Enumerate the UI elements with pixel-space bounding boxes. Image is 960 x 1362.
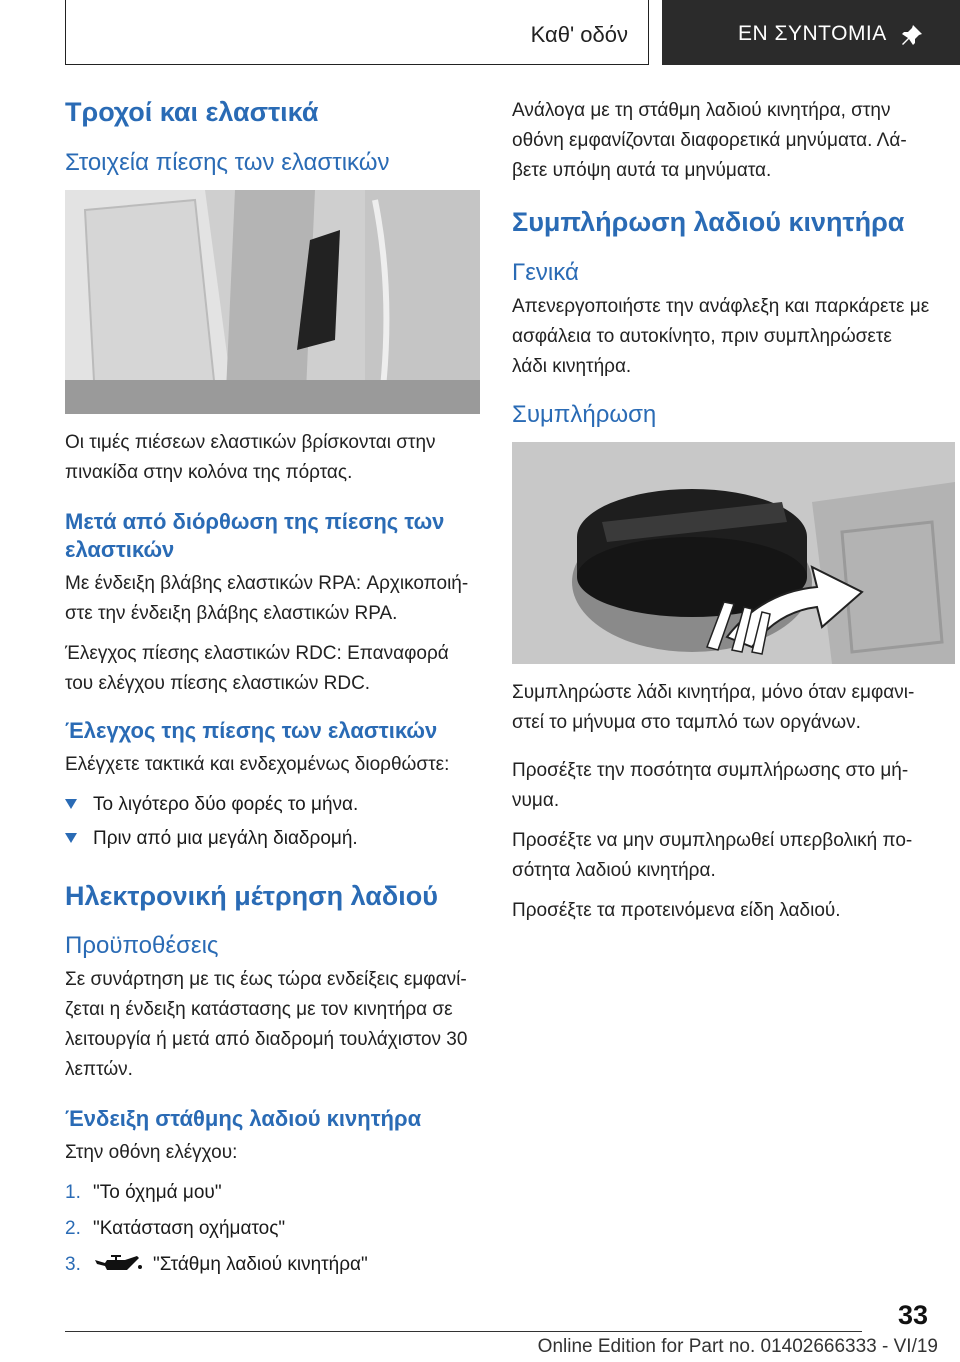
heading-after-correction: Μετά από διόρθωση της πίεσης των ελαστικών — [65, 508, 445, 563]
header-tabs — [65, 0, 960, 65]
oil-level-text: Στην οθόνη ελέγχου: — [65, 1141, 238, 1163]
refill-text-2: Προσέξτε την ποσότητα συμπλήρωσης στο μήνυμα. — [512, 759, 909, 811]
rdc-text: Έλεγχος πίεσης ελαστικών RDC: Επαναφορά του ελέγχου πίεσης ελαστικών RDC. — [65, 642, 449, 694]
list-item: Πριν από μια μεγάλη διαδρομή. — [65, 824, 481, 854]
heading-electronic-oil: Ηλεκτρονική μέτρηση λαδιού — [65, 880, 438, 911]
door-pillar-illustration — [65, 190, 480, 414]
heading-tire-pressure-data: Στοιχεία πίεσης των ελαστικών — [65, 148, 390, 176]
refill-text-3: Προσέξτε να μην συμπληρωθεί υπερβολική ποσότητα λαδιού κινητήρα. — [512, 829, 913, 881]
check-bullet-list — [65, 790, 481, 854]
heading-refill: Συμπλήρωση — [512, 400, 657, 428]
heading-oil-level-display: Ένδειξη στάθμης λαδιού κινητήρα — [65, 1106, 422, 1132]
rpa-text: Με ένδειξη βλάβης ελαστικών RPA: Αρχικοποιήστε την ένδειξη βλάβης ελαστικών RPA. — [65, 572, 469, 624]
oil-cap-photo — [512, 442, 955, 664]
tab-at-a-glance-label: ΕΝ ΣΥΝΤΟΜΙΑ — [738, 22, 887, 45]
page-number: 33 — [897, 1300, 928, 1330]
door-pillar-photo — [65, 190, 480, 414]
heading-general: Γενικά — [512, 258, 579, 286]
list-item: 2. "Κατάσταση οχήματος" — [65, 1217, 286, 1239]
heading-refill-oil: Συμπλήρωση λαδιού κινητήρα — [512, 207, 905, 237]
tab-on-the-road[interactable] — [65, 0, 649, 65]
triangle-bullet-icon — [65, 799, 77, 809]
refill-text-1: Συμπληρώστε λάδι κινητήρα, μόνο όταν εμφανιστεί το μήνυμα στο ταμπλό των οργάνων. — [512, 681, 915, 733]
oil-can-icon — [93, 1254, 143, 1276]
footer-edition: Online Edition for Part no. 01402666333 - VI/19 — [537, 1336, 938, 1357]
prerequisites-text: Σε συνάρτηση με τις έως τώρα ενδείξεις εμφανίζεται η ένδειξη κατάστασης με τον κινητήρα σε λειτουργία ή μετά από διαδρομή τουλάχιστον 30 λεπτών. — [65, 969, 468, 1081]
tire-pressure-location-text: Οι τιμές πιέσεων ελαστικών βρίσκονται στην πινακίδα στην κολόνα της πόρτας. — [65, 431, 436, 483]
right-column — [512, 96, 932, 936]
triangle-bullet-icon — [65, 833, 77, 843]
heading-prerequisites: Προϋποθέσεις — [65, 932, 219, 960]
oil-messages-text: Ανάλογα με τη στάθμη λαδιού κινητήρα, στην οθόνη εμφανίζονται διαφορετικά μηνύματα. Λάβετε υπόψη αυτά τα μηνύματα. — [512, 100, 907, 181]
tab-at-a-glance[interactable] — [662, 0, 960, 65]
refill-text-4: Προσέξτε τα προτεινόμενα είδη λαδιού. — [512, 899, 841, 921]
footer-divider — [65, 1331, 862, 1332]
list-item: 3. "Στάθμη λαδιού κινητήρα" — [65, 1253, 368, 1275]
steps-list — [65, 1178, 481, 1280]
heading-wheels-tires: Τροχοί και ελαστικά — [65, 97, 319, 127]
list-item: 1. "Το όχημά μου" — [65, 1181, 222, 1203]
oil-cap-illustration — [512, 442, 955, 664]
pushpin-icon — [900, 24, 924, 48]
heading-check-pressure: Έλεγχος της πίεσης των ελαστικών — [65, 717, 438, 743]
check-text: Ελέγχετε τακτικά και ενδεχομένως διορθώστε: — [65, 753, 450, 775]
list-item: Το λιγότερο δύο φορές το μήνα. — [65, 790, 481, 820]
general-text: Απενεργοποιήστε την ανάφλεξη και παρκάρετε με ασφάλεια το αυτοκίνητο, πριν συμπληρώσετε λάδι κινητήρα. — [512, 295, 930, 377]
tab-on-the-road-label: Καθ' οδόν — [530, 22, 628, 47]
left-column — [65, 96, 481, 1286]
